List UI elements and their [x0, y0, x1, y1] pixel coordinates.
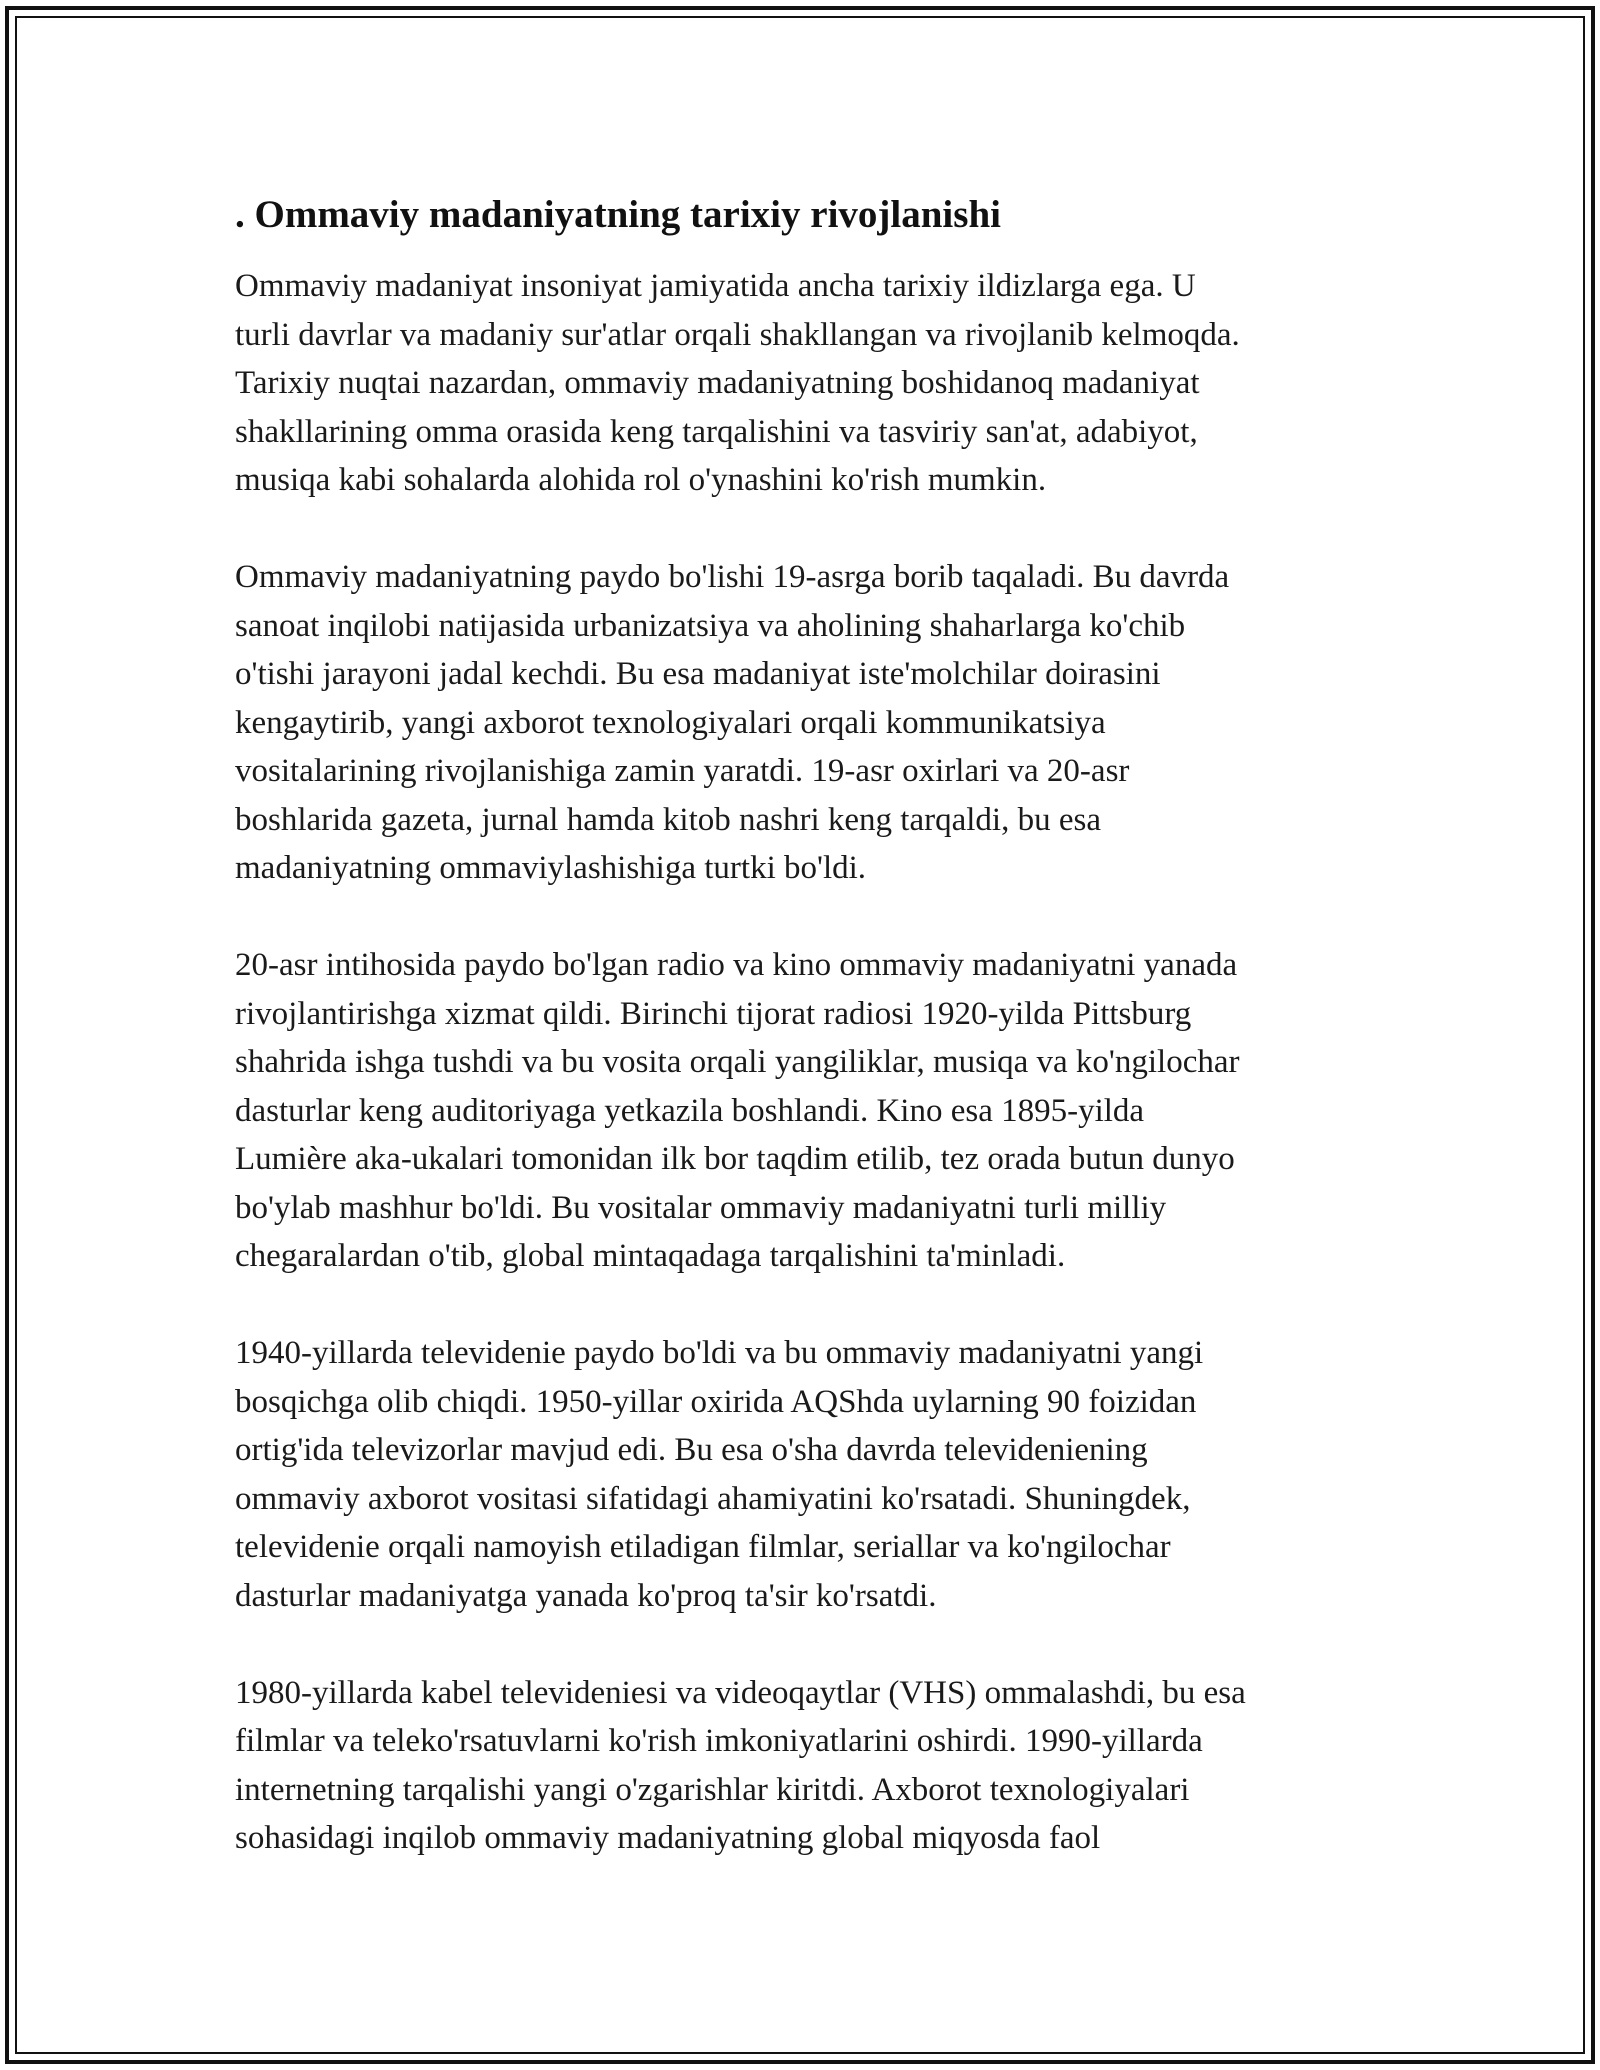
document-body — [235, 190, 1385, 1911]
paragraph-1: Ommaviy madaniyat insoniyat jamiyatida ancha tarixiy ildizlarga ega. U turli davrlar va madaniy sur'atlar orqali shakllangan va rivojlanib kelmoqda. Tarixiy nuqtai nazardan, ommaviy madaniyatning boshidanoq madaniyat shakllarining omma orasida keng tarqalishini va tasviriy san'at, adabiyot, musiqa kabi sohalarda alohida rol o'ynashini ko'rish mumkin. — [235, 268, 1240, 498]
paragraph-5: 1980-yillarda kabel televideniesi va videoqaytlar (VHS) ommalashdi, bu esa filmlar va teleko'rsatuvlarni ko'rish imkoniyatlarini oshirdi. 1990-yillarda internetning tarqalishi yangi o'zgarishlar kiritdi. Axborot texnologiyalari sohasidagi inqilob ommaviy madaniyatning global miqyosda faol — [235, 1674, 1246, 1856]
document-title: . Ommaviy madaniyatning tarixiy rivojlanishi — [235, 193, 1001, 236]
paragraph-2: Ommaviy madaniyatning paydo bo'lishi 19-asrga borib taqaladi. Bu davrda sanoat inqilobi natijasida urbanizatsiya va aholining shaharlarga ko'chib o'tishi jarayoni jadal kechdi. Bu esa madaniyat iste'molchilar doirasini kengaytirib, yangi axborot texnologiyalari orqali kommunikatsiya vositalarining rivojlanishiga zamin yaratdi. 19-asr oxirlari va 20-asr boshlarida gazeta, jurnal hamda kitob nashri keng tarqaldi, bu esa madaniyatning ommaviylashishiga turtki bo'ldi. — [235, 559, 1230, 886]
paragraph-4: 1940-yillarda televidenie paydo bo'ldi va bu ommaviy madaniyatni yangi bosqichga olib chiqdi. 1950-yillar oxirida AQShda uylarning 90 foizidan ortig'ida televizorlar mavjud edi. Bu esa o'sha davrda televideniening ommaviy axborot vositasi sifatidagi ahamiyatini ko'rsatadi. Shuningdek, televidenie orqali namoyish etiladigan filmlar, seriallar va ko'ngilochar dasturlar madaniyatga yanada ko'proq ta'sir ko'rsatdi. — [235, 1335, 1204, 1614]
paragraph-3: 20-asr intihosida paydo bo'lgan radio va kino ommaviy madaniyatni yanada rivojlantirishga xizmat qildi. Birinchi tijorat radiosi 1920-yilda Pittsburg shahrida ishga tushdi va bu vosita orqali yangiliklar, musiqa va ko'ngilochar dasturlar keng auditoriyaga yetkazila boshlandi. Kino esa 1895-yilda Lumière aka-ukalari tomonidan ilk bor taqdim etilib, tez orada butun dunyo bo'ylab mashhur bo'ldi. Bu vositalar ommaviy madaniyatni turli milliy chegaralardan o'tib, global mintaqadaga tarqalishini ta'minladi. — [235, 947, 1240, 1274]
